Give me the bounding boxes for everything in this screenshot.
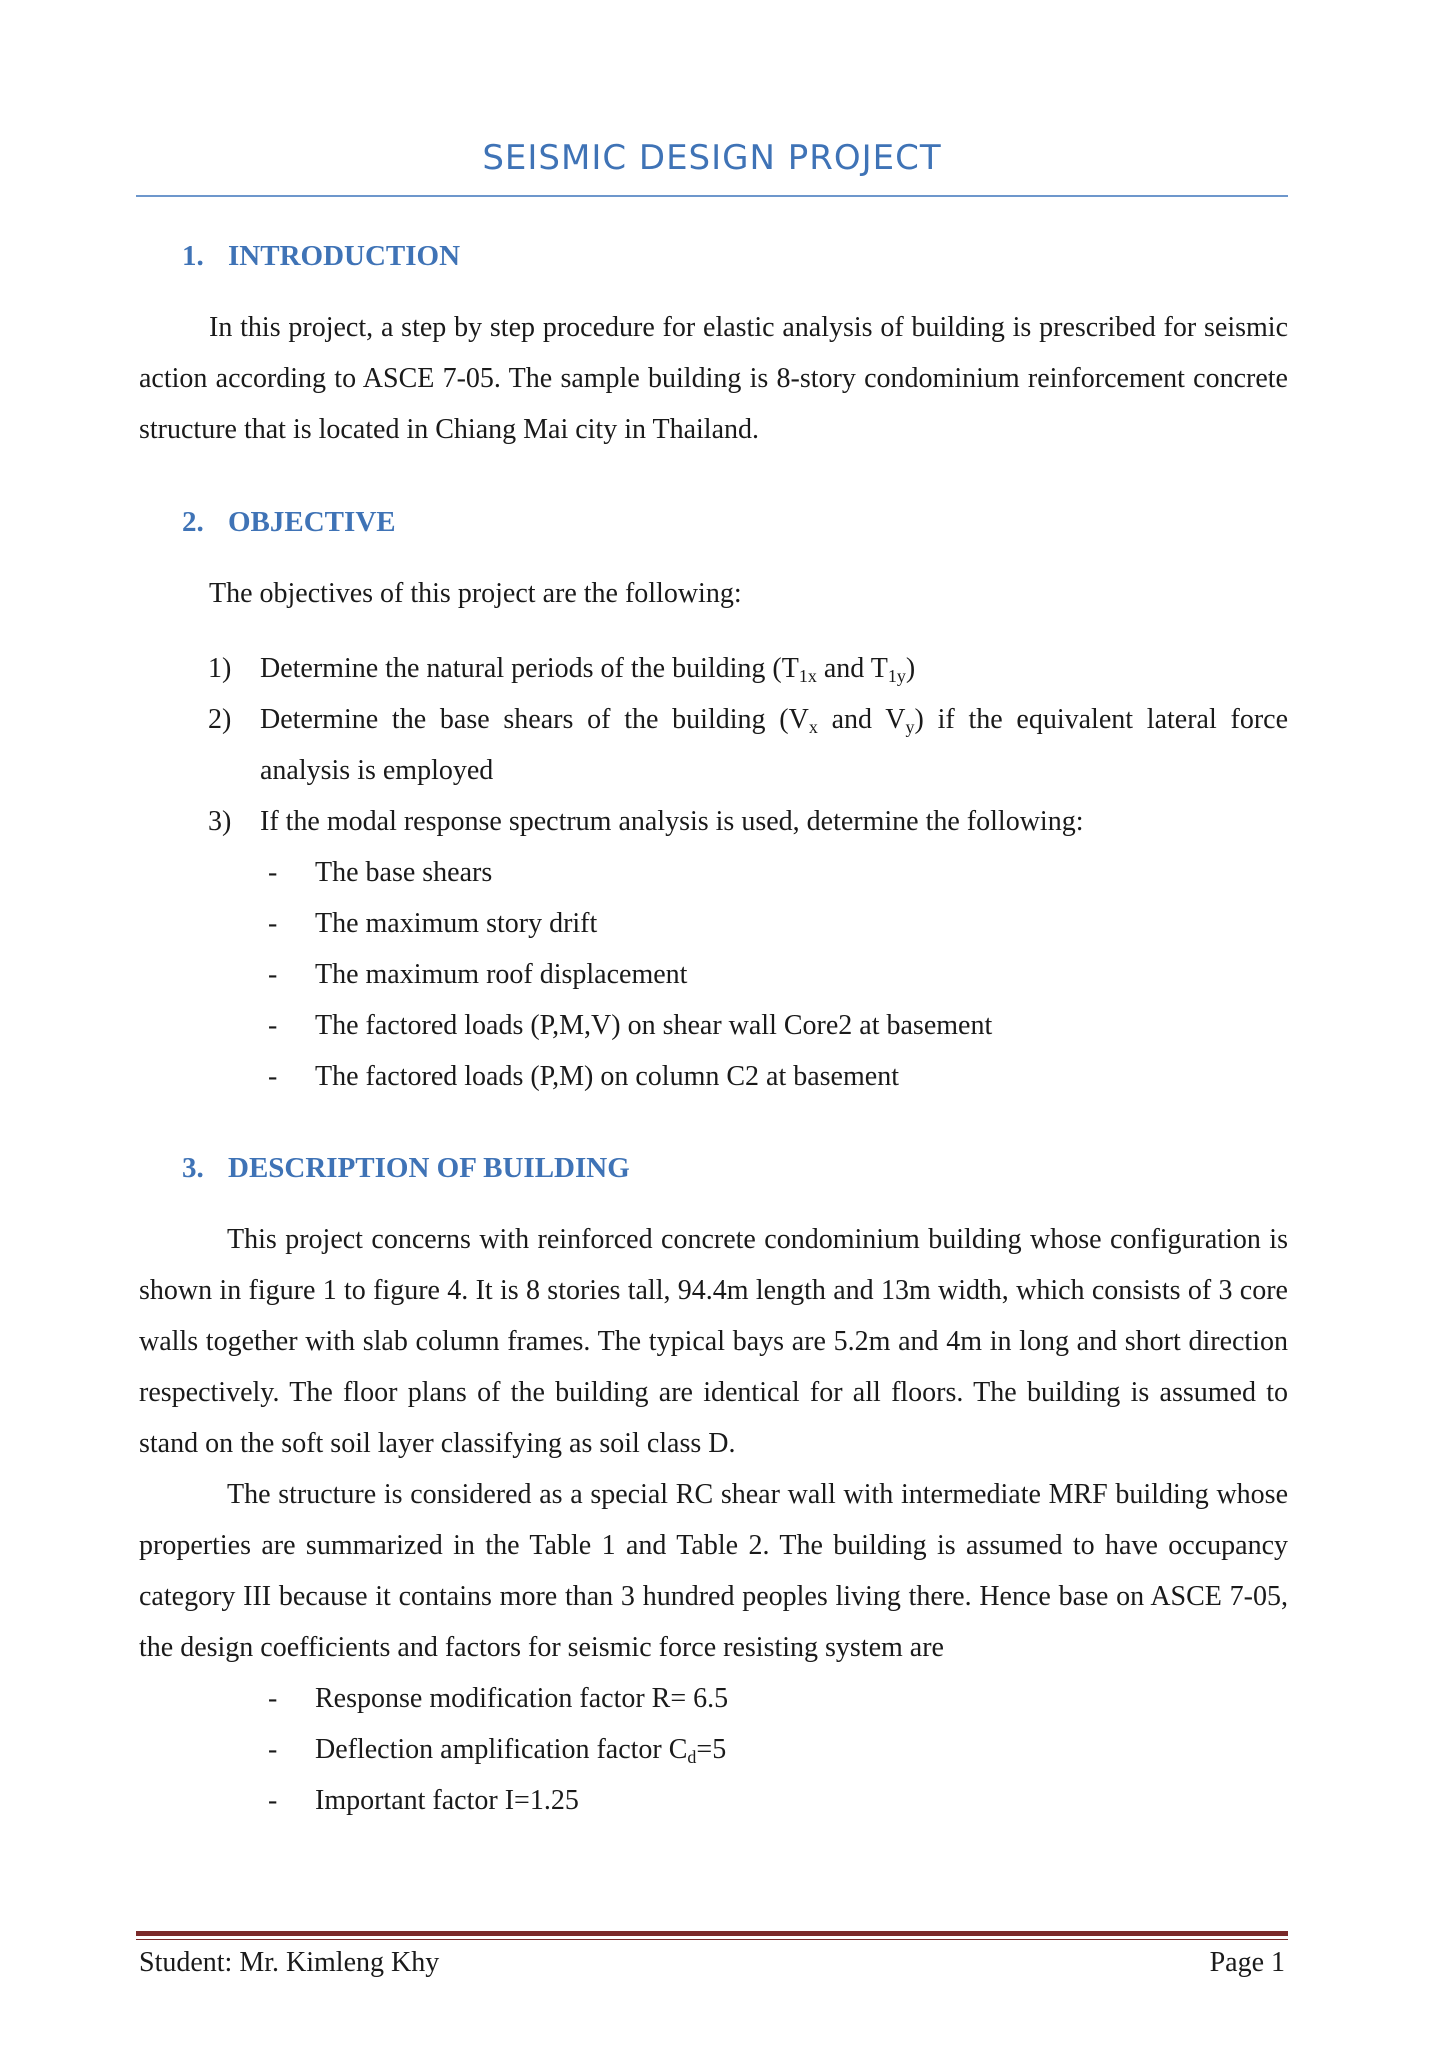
item-text: Deflection amplification factor C <box>315 1734 688 1765</box>
list-item <box>268 1000 992 1051</box>
item-text: The factored loads (P,M) on column C2 at basement <box>315 1061 899 1092</box>
list-item <box>268 847 992 898</box>
dash-bullet: - <box>268 1061 278 1092</box>
list-item <box>268 1051 992 1102</box>
list-item <box>268 1724 728 1775</box>
dash-bullet: - <box>268 1785 278 1816</box>
analysis-subitems <box>268 847 992 1102</box>
intro-paragraph: In this project, a step by step procedure for elastic analysis of building is prescribed for seismic action according to ASCE 7-05. The sample building is 8-story condominium reinforcement concrete structure that is located in Chiang Mai city in Thailand. <box>139 312 1288 445</box>
item-text: The factored loads (P,M,V) on shear wall Core2 at basement <box>315 1010 993 1041</box>
subscript: d <box>687 1747 697 1767</box>
heading-number: 3. <box>182 1152 204 1184</box>
item-text: and T <box>816 653 888 684</box>
design-factors-list <box>268 1673 728 1826</box>
heading-text: DESCRIPTION OF BUILDING <box>228 1152 630 1184</box>
dash-bullet: - <box>268 857 278 888</box>
item-text: Important factor I=1.25 <box>315 1785 579 1816</box>
list-marker: 1) <box>208 653 232 684</box>
subscript: y <box>905 717 915 737</box>
item-text: ) if the equivalent lateral force analysis is employed <box>260 704 1288 786</box>
footer-rule <box>136 1931 1288 1936</box>
subscript: x <box>808 717 818 737</box>
item-text: Determine the natural periods of the building (T <box>260 653 799 684</box>
item-text: ) <box>905 653 916 684</box>
objective-item-2 <box>208 694 1288 796</box>
item-text: =5 <box>696 1734 727 1765</box>
objective-lead: The objectives of this project are the following: <box>209 578 742 609</box>
dash-bullet: - <box>268 1683 278 1714</box>
item-text: If the modal response spectrum analysis is used, determine the following: <box>260 806 1084 837</box>
objective-list <box>208 643 1288 847</box>
item-text: The base shears <box>315 857 493 888</box>
heading-introduction <box>182 240 460 273</box>
heading-text: INTRODUCTION <box>228 240 461 272</box>
footer-student: Student: Mr. Kimleng Khy <box>139 1947 440 1978</box>
subscript: 1y <box>887 666 906 686</box>
item-text: The maximum story drift <box>315 908 598 939</box>
item-text: and V <box>817 704 906 735</box>
list-item <box>268 949 992 1000</box>
objective-item-3 <box>208 796 1288 847</box>
title-underline <box>136 195 1288 197</box>
dash-bullet: - <box>268 908 278 939</box>
item-text: Determine the base shears of the building (V <box>260 704 809 735</box>
item-text: Response modification factor R= 6.5 <box>315 1683 729 1714</box>
list-marker: 2) <box>208 704 232 735</box>
dash-bullet: - <box>268 959 278 990</box>
list-item <box>268 1775 728 1826</box>
footer-rule-thin <box>136 1939 1288 1940</box>
heading-number: 2. <box>182 506 204 538</box>
subscript: 1x <box>798 666 817 686</box>
list-marker: 3) <box>208 806 232 837</box>
heading-number: 1. <box>182 240 204 272</box>
dash-bullet: - <box>268 1734 278 1765</box>
description-paragraph-1: This project concerns with reinforced concrete condominium building whose configuration is shown in figure 1 to figure 4. It is 8 stories tall, 94.4m length and 13m width, which consists of 3 core walls together with slab column frames. The typical bays are 5.2m and 4m in long and short direction respectively. The floor plans of the building are identical for all floors. The building is assumed to stand on the soft soil layer classifying as soil class D. <box>139 1224 1288 1459</box>
list-item <box>268 898 992 949</box>
footer-page-number: Page 1 <box>1209 1947 1285 1978</box>
item-text: The maximum roof displacement <box>315 959 688 990</box>
heading-objective <box>182 506 396 539</box>
dash-bullet: - <box>268 1010 278 1041</box>
list-item <box>268 1673 728 1724</box>
document-title: SEISMIC DESIGN PROJECT <box>482 138 942 178</box>
heading-description <box>182 1152 630 1185</box>
objective-item-1 <box>208 643 1288 694</box>
heading-text: OBJECTIVE <box>228 506 396 538</box>
description-paragraph-2: The structure is considered as a special RC shear wall with intermediate MRF building whose properties are summarized in the Table 1 and Table 2. The building is assumed to have occupancy category III because it contains more than 3 hundred peoples living there. Hence base on ASCE 7-05, the design coefficients and factors for seismic force resisting system are <box>139 1479 1288 1663</box>
